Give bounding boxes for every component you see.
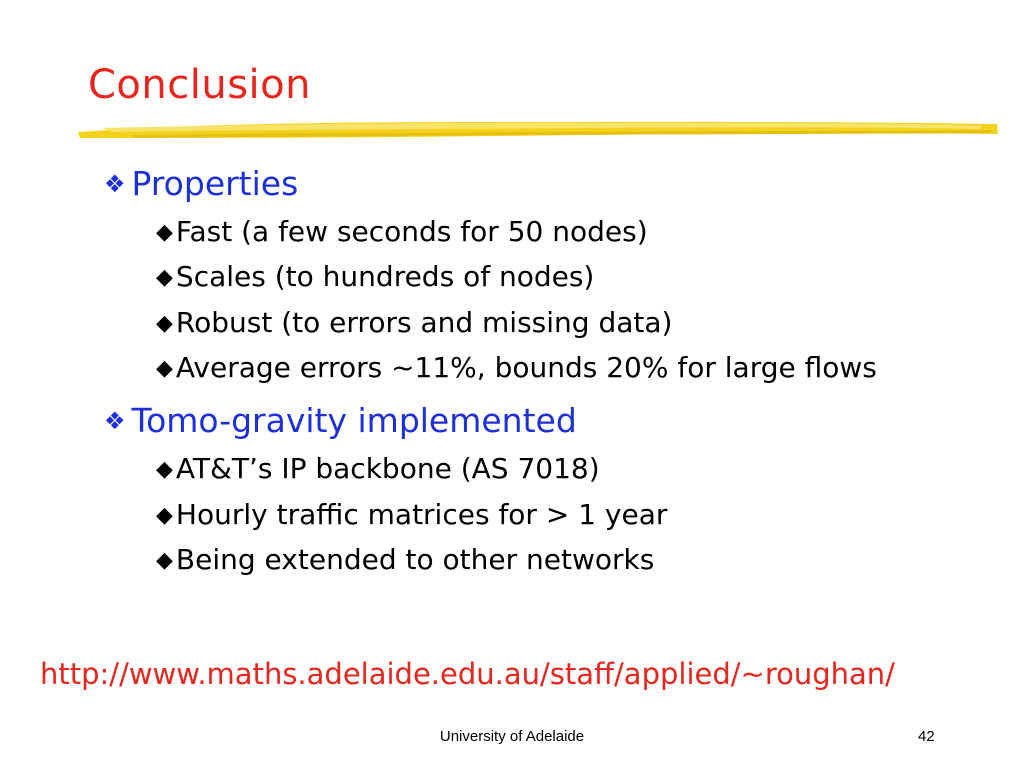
diamond-icon: ◆	[156, 220, 173, 245]
homepage-link[interactable]: http://www.maths.adelaide.edu.au/staff/applied/~roughan/	[40, 657, 895, 691]
list-item	[156, 498, 667, 535]
heading-properties: Properties	[131, 164, 299, 203]
diamond-icon: ◆	[156, 356, 173, 381]
diamond-icon: ◆	[156, 265, 173, 290]
list-item-text: Hourly traffic matrices for > 1 year	[175, 498, 668, 531]
diamond-icon: ◆	[156, 457, 173, 482]
bullet-properties	[104, 164, 298, 207]
diamond-icon: ◆	[156, 503, 173, 528]
list-item-text: Fast (a few seconds for 50 nodes)	[175, 215, 648, 248]
heading-tomo-gravity: Tomo-gravity implemented	[131, 401, 577, 440]
list-item-text: Scales (to hundreds of nodes)	[175, 260, 595, 293]
list-item	[156, 351, 877, 388]
list-item-text: AT&T’s IP backbone (AS 7018)	[175, 452, 600, 485]
diamond-icon: ◆	[156, 548, 173, 573]
list-item-text: Robust (to errors and missing data)	[175, 306, 673, 339]
list-item	[156, 306, 672, 343]
four-point-star-icon: ❖	[104, 407, 126, 435]
highlighter-stroke-decoration	[72, 110, 1002, 150]
four-point-star-icon: ❖	[104, 170, 126, 198]
list-item-text: Being extended to other networks	[175, 543, 655, 576]
list-item	[156, 452, 600, 489]
list-item	[156, 260, 594, 297]
slide-title: Conclusion	[88, 62, 311, 108]
list-item	[156, 543, 654, 580]
list-item-text: Average errors ~11%, bounds 20% for large flows	[175, 351, 877, 384]
diamond-icon: ◆	[156, 311, 173, 336]
bullet-tomo-gravity	[104, 401, 577, 444]
list-item	[156, 215, 648, 252]
page-number: 42	[918, 728, 935, 745]
footer-institution: University of Adelaide	[439, 728, 585, 745]
